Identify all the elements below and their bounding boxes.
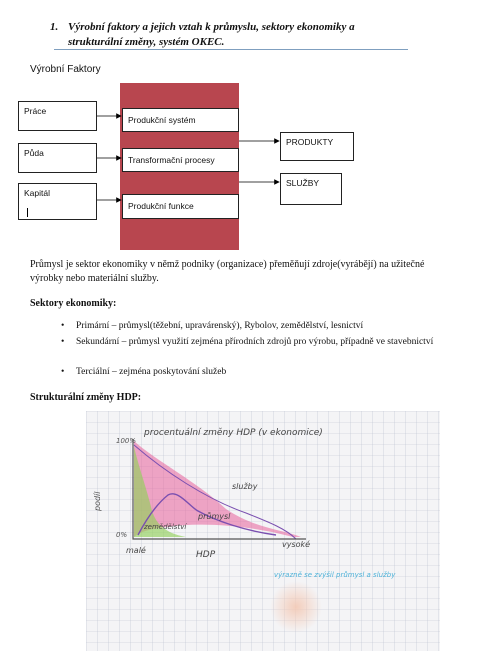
industry-definition: Průmysl je sektor ekonomiky v němž podniky (organizace) přeměňují zdroje(vyrábějí) na užitečné výrobky nebo materiální služby. <box>30 259 425 284</box>
sectors-title: Sektory ekonomiky: <box>30 298 117 309</box>
sector-item-tertiary <box>61 366 446 379</box>
sketch-industry-label: průmysl <box>198 512 231 521</box>
sector-text: Terciální – zejména poskytování služeb <box>76 367 227 377</box>
input-label: Kapitál <box>24 188 50 198</box>
center-label: Produkční systém <box>128 115 196 125</box>
heading-text: Výrobní faktory a jejich vztah k průmyslu, sektory ekonomiky a strukturální změny, systém OKEC. <box>68 21 355 48</box>
sketch-services-label: služby <box>232 482 258 491</box>
sketch-x-high-label: vysoké <box>282 540 311 549</box>
input-label: Půda <box>24 148 44 158</box>
sector-item-primary <box>61 320 446 333</box>
center-label: Transformační procesy <box>128 155 215 165</box>
center-label: Produkční funkce <box>128 201 194 211</box>
input-label: Práce <box>24 106 47 116</box>
output-label: PRODUKTY <box>286 137 334 147</box>
bullet-dot: • <box>61 337 65 347</box>
sketch-drawing <box>86 411 440 651</box>
bullet-dot: • <box>61 367 65 377</box>
structural-title: Strukturální změny HDP: <box>30 392 142 403</box>
bullet-dot: • <box>61 321 65 331</box>
sketch-y-axis-label: podíl <box>93 491 102 511</box>
sector-text: Primární – průmysl(těžební, upravárenský), Rybolov, zemědělství, lesnictví <box>76 321 364 331</box>
hand-drawn-sketch <box>86 411 440 651</box>
sketch-note: výrazně se zvýšil průmysl a služby <box>274 571 396 579</box>
output-label: SLUŽBY <box>286 178 320 188</box>
sketch-agriculture-label: zemědělství <box>144 523 187 531</box>
factors-title: Výrobní Faktory <box>30 64 101 75</box>
paper-stain <box>270 581 322 633</box>
sketch-title: procentuální změny HDP (v ekonomice) <box>144 428 323 438</box>
heading-number: 1. <box>50 21 59 33</box>
diagram-arrows <box>0 0 478 260</box>
sector-item-secondary <box>61 336 446 349</box>
sketch-y-0: 0% <box>116 531 128 539</box>
sketch-x-axis-label: HDP <box>196 550 216 560</box>
sector-text: Sekundární – průmysl využití zejména přírodních zdrojů pro výrobu, případně ve stavebnictví <box>76 337 434 347</box>
sketch-x-low-label: malé <box>126 546 146 555</box>
sketch-y-100: 100% <box>116 437 137 445</box>
